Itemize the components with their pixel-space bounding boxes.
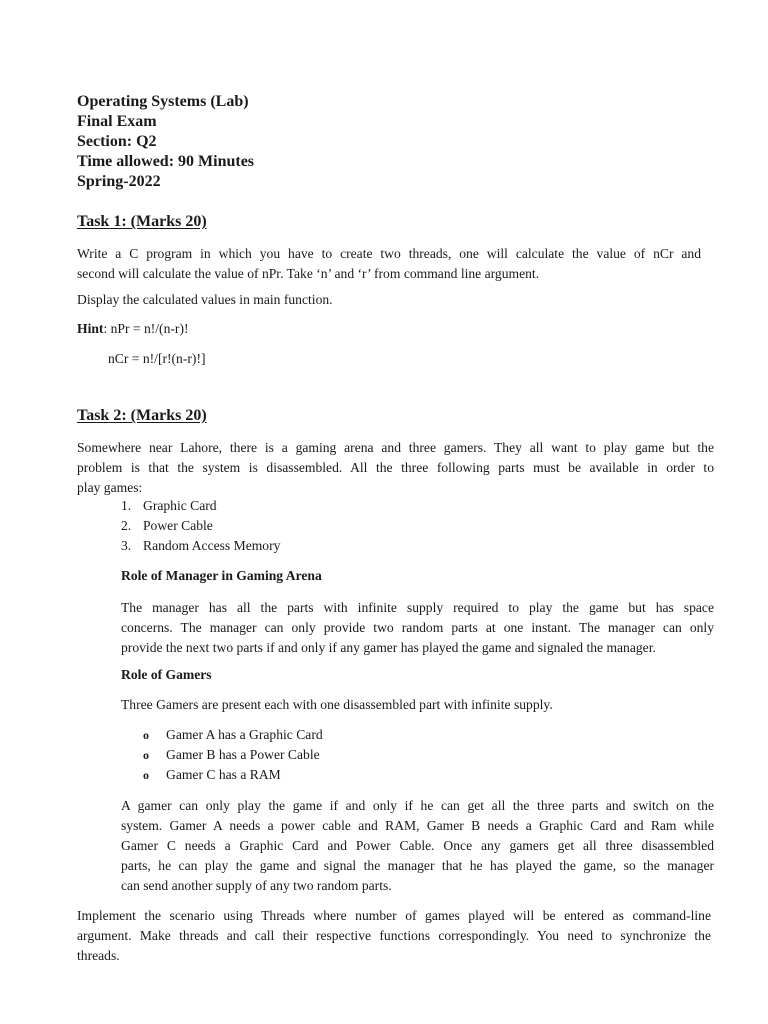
hint-npr-formula: : nPr = n!/(n-r)! [103,321,189,336]
time-allowed: Time allowed: 90 Minutes [77,153,255,170]
manager-heading: Role of Manager in Gaming Arena [121,568,322,583]
list-item-number: 2. [121,518,132,533]
implementation-instructions [77,906,711,966]
list-item: Gamer C has a RAM [166,767,281,782]
hint-ncr: nCr = n!/[r!(n-r)!] [108,351,206,366]
rules-line: system. Gamer A needs a power cable and RAM, Gamer B needs a Graphic Card and Ram while [121,818,714,833]
rules-line: A gamer can only play the game if and only if he can get all the three parts and switch on the [121,798,714,813]
course-title: Operating Systems (Lab) [77,93,249,110]
section-label: Section: Q2 [77,133,157,150]
list-item-number: 1. [121,498,132,513]
task2-intro-line: Somewhere near Lahore, there is a gaming arena and three gamers. They all want to play game but the [77,440,714,455]
list-item: Random Access Memory [143,538,281,553]
list-item: Gamer A has a Graphic Card [166,727,323,742]
task2-intro-line: problem is that the system is disassembled. All the three following parts must be available in order to [77,460,714,475]
hint-npr [77,321,189,337]
task1-description [77,244,701,284]
task1-line: Write a C program in which you have to create two threads, one will calculate the value of nCr and [77,246,701,261]
bullet-icon: o [143,768,149,782]
manager-line: provide the next two parts if and only if any gamer has played the game and signaled the manager. [121,640,656,655]
manager-description [121,598,714,658]
list-item: Power Cable [143,518,213,533]
hint-label: Hint [77,321,104,336]
implement-line: argument. Make threads and call their respective functions correspondingly. You need to synchronize the [77,928,711,943]
rules-description [121,796,714,896]
manager-line: concerns. The manager can only provide two random parts at one instant. The manager can only [121,620,714,635]
list-item: Gamer B has a Power Cable [166,747,320,762]
gamers-heading: Role of Gamers [121,667,212,682]
task1-display-note: Display the calculated values in main function. [77,292,333,307]
term-label: Spring-2022 [77,173,161,190]
implement-line: Implement the scenario using Threads where number of games played will be entered as command-line [77,908,711,923]
task1-line: second will calculate the value of nPr. Take ‘n’ and ‘r’ from command line argument. [77,266,540,281]
rules-line: Gamer C needs a Graphic Card and Power Cable. Once any gamers get all three disassembled [121,838,714,853]
exam-title: Final Exam [77,113,157,130]
gamers-intro: Three Gamers are present each with one disassembled part with infinite supply. [121,697,553,712]
list-item: Graphic Card [143,498,217,513]
task2-title: Task 2: (Marks 20) [77,407,207,424]
task2-intro [77,438,714,498]
bullet-icon: o [143,748,149,762]
bullet-icon: o [143,728,149,742]
task1-title: Task 1: (Marks 20) [77,213,207,230]
manager-line: The manager has all the parts with infinite supply required to play the game but has space [121,600,714,615]
rules-line: parts, he can play the game and signal the manager that he has played the game, so the manager [121,858,714,873]
implement-line: threads. [77,948,120,963]
rules-line: can send another supply of any two random parts. [121,878,392,893]
list-item-number: 3. [121,538,132,553]
task2-intro-line: play games: [77,480,143,495]
